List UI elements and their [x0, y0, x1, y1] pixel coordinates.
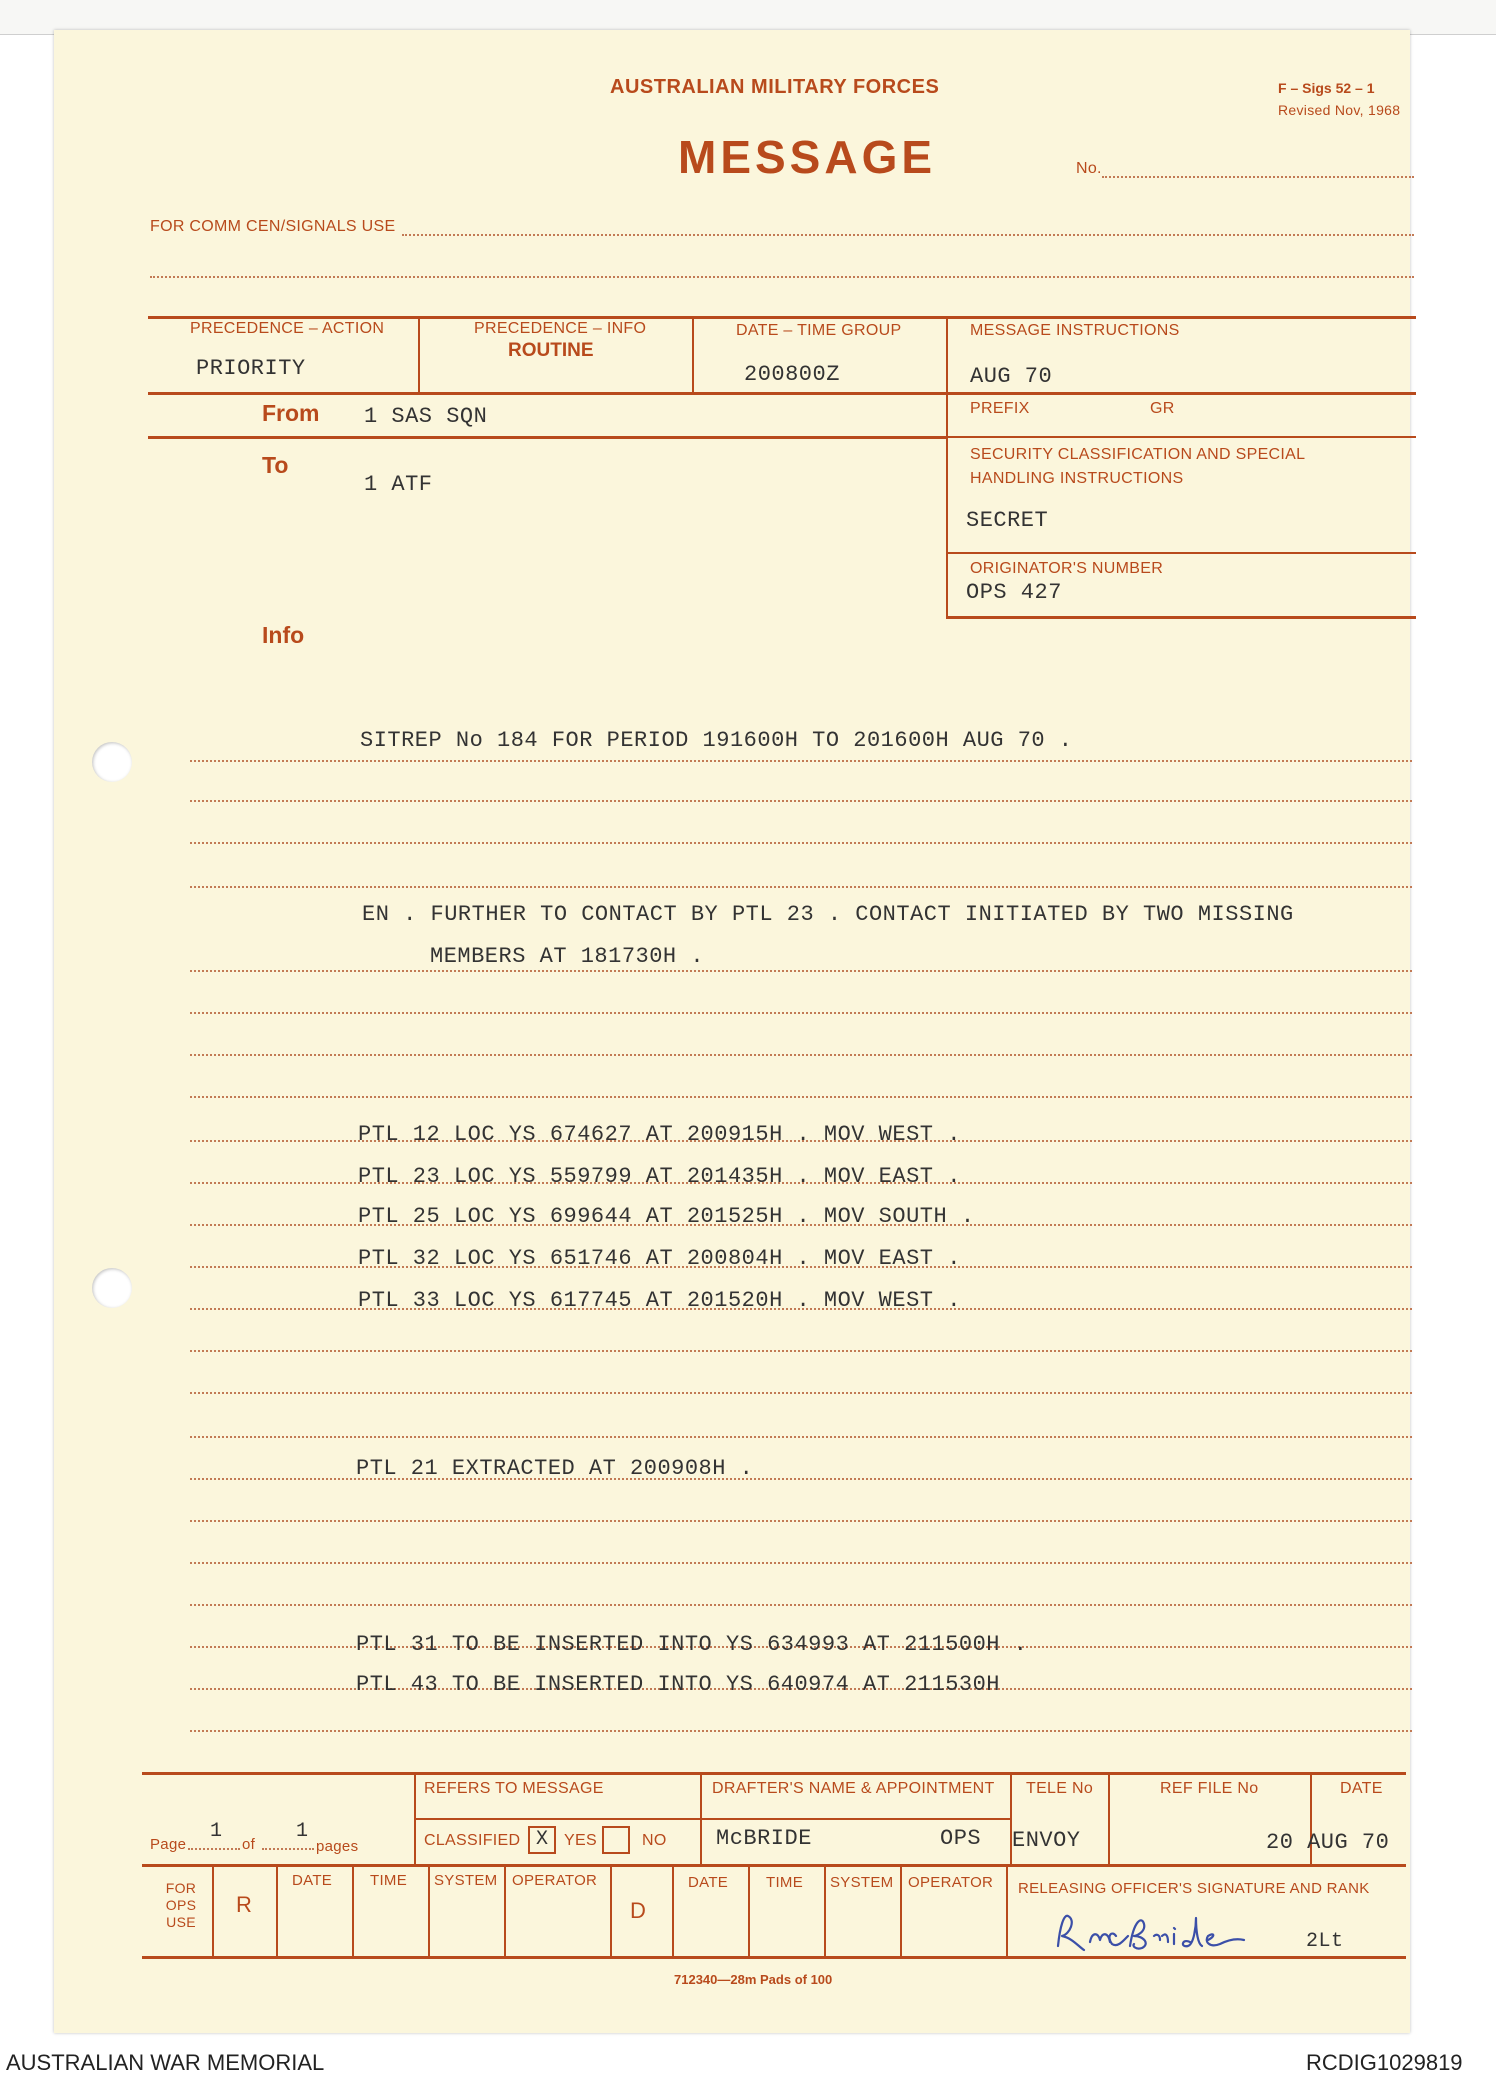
- prefix-label: PREFIX: [970, 400, 1030, 417]
- page-title: MESSAGE: [678, 131, 937, 183]
- grid-vline-3: [946, 316, 948, 618]
- originator-number-label: ORIGINATOR'S NUMBER: [970, 560, 1164, 577]
- punch-hole-bottom: [92, 1268, 132, 1308]
- message-line[interactable]: SITREP No 184 FOR PERIOD 191600H TO 201600H AUG 70 .: [360, 728, 1073, 753]
- officer-signature: [1050, 1906, 1250, 1962]
- col-date-2: DATE: [688, 1874, 729, 1891]
- print-line: 712340—28m Pads of 100: [674, 1972, 833, 1987]
- of-label: of: [242, 1836, 256, 1853]
- ops-vline-4: [428, 1864, 430, 1958]
- to-value[interactable]: 1 ATF: [364, 472, 433, 497]
- msg-instr-value[interactable]: AUG 70: [970, 364, 1053, 389]
- ruled-line: [190, 1012, 1412, 1014]
- col-system-1: SYSTEM: [434, 1872, 498, 1889]
- ruled-line: [190, 1520, 1412, 1522]
- officer-rank[interactable]: 2Lt: [1306, 1930, 1344, 1953]
- classified-yes-checkbox[interactable]: [528, 1826, 556, 1854]
- gr-label: GR: [1150, 400, 1175, 417]
- message-line[interactable]: PTL 21 EXTRACTED AT 200908H .: [356, 1456, 754, 1481]
- ruled-line: [190, 842, 1412, 844]
- precedence-action-value[interactable]: PRIORITY: [196, 356, 306, 381]
- punch-hole-top: [92, 742, 132, 782]
- tele-value[interactable]: ENVOY: [1012, 1828, 1081, 1853]
- drafter-name[interactable]: McBRIDE: [716, 1826, 812, 1851]
- pages-label: pages: [316, 1838, 359, 1855]
- comm-cen-field-2[interactable]: [150, 276, 1414, 278]
- yes-label: YES: [564, 1832, 597, 1849]
- comm-cen-field[interactable]: [402, 234, 1414, 236]
- security-label-2: HANDLING INSTRUCTIONS: [970, 470, 1184, 487]
- message-line[interactable]: PTL 25 LOC YS 699644 AT 201525H . MOV SOUTH .: [358, 1204, 975, 1229]
- grid-rule-right-1: [946, 436, 1416, 438]
- grid-top-rule: [148, 316, 1416, 319]
- comm-cen-label: FOR COMM CEN/SIGNALS USE: [150, 218, 396, 235]
- message-line[interactable]: PTL 31 TO BE INSERTED INTO YS 634993 AT 211500H .: [356, 1632, 1028, 1657]
- yes-mark: X: [528, 1826, 556, 1854]
- ops-vline-2: [276, 1864, 278, 1958]
- ops-vline-1: [212, 1864, 214, 1958]
- col-time-1: TIME: [370, 1872, 408, 1889]
- ruled-line: [190, 800, 1412, 802]
- ref-file-label: REF FILE No: [1160, 1780, 1259, 1797]
- footer-vline-1: [414, 1772, 416, 1866]
- ruled-line: [190, 1054, 1412, 1056]
- security-value[interactable]: SECRET: [966, 508, 1049, 533]
- classified-label: CLASSIFIED: [424, 1832, 521, 1849]
- grid-rule-right-2: [946, 552, 1416, 554]
- ops-vline-9: [824, 1864, 826, 1958]
- for-ops-use-label: [156, 1880, 206, 1931]
- no-label: No.: [1076, 160, 1102, 177]
- ruled-line: [190, 1730, 1412, 1732]
- col-system-2: SYSTEM: [830, 1874, 894, 1891]
- ruled-line: [190, 1096, 1412, 1098]
- ruled-line: [190, 1350, 1412, 1352]
- ruled-line: [190, 1562, 1412, 1564]
- refers-label: REFERS TO MESSAGE: [424, 1780, 604, 1797]
- msg-instr-label: MESSAGE INSTRUCTIONS: [970, 322, 1180, 339]
- originator-number-value[interactable]: OPS 427: [966, 580, 1062, 605]
- message-line[interactable]: PTL 33 LOC YS 617745 AT 201520H . MOV WEST .: [358, 1288, 961, 1313]
- for-ops-use-text: FOR OPS USE: [165, 1880, 197, 1930]
- archive-id: RCDIG1029819: [1306, 2050, 1463, 2075]
- ops-vline-8: [748, 1864, 750, 1958]
- date-value[interactable]: 20 AUG 70: [1266, 1830, 1390, 1855]
- col-operator-1: OPERATOR: [512, 1872, 598, 1889]
- page-total[interactable]: 1: [296, 1820, 309, 1843]
- footer-row-rule: [142, 1864, 1406, 1867]
- grid-vline-2: [692, 316, 694, 394]
- message-line[interactable]: PTL 32 LOC YS 651746 AT 200804H . MOV EAST .: [358, 1246, 961, 1271]
- security-label-1: SECURITY CLASSIFICATION AND SPECIAL: [970, 446, 1306, 463]
- message-line[interactable]: PTL 12 LOC YS 674627 AT 200915H . MOV WEST .: [358, 1122, 961, 1147]
- precedence-info-value: ROUTINE: [508, 340, 594, 361]
- classified-no-checkbox[interactable]: [602, 1826, 630, 1854]
- drafter-label: DRAFTER'S NAME & APPOINTMENT: [712, 1780, 995, 1797]
- no-box: [602, 1826, 630, 1854]
- ops-vline-5: [504, 1864, 506, 1958]
- r-mark: R: [236, 1892, 253, 1917]
- page-label: Page: [150, 1836, 187, 1853]
- col-time-2: TIME: [766, 1874, 804, 1891]
- dtg-label: DATE – TIME GROUP: [736, 322, 902, 339]
- ops-vline-11: [1006, 1864, 1008, 1958]
- footer-mid-rule: [414, 1818, 1010, 1820]
- ops-vline-7: [672, 1864, 674, 1958]
- tele-label: TELE No: [1026, 1780, 1094, 1797]
- message-line[interactable]: MEMBERS AT 181730H .: [430, 944, 705, 969]
- ops-vline-10: [900, 1864, 902, 1958]
- page-number[interactable]: 1: [210, 1820, 223, 1843]
- grid-rule-2: [148, 392, 1416, 395]
- ruled-line: [190, 1392, 1412, 1394]
- page-total-line: [262, 1848, 314, 1850]
- drafter-appointment[interactable]: OPS: [940, 1826, 982, 1851]
- date-label: DATE: [1340, 1780, 1383, 1797]
- grid-vline-1: [418, 316, 420, 394]
- form-revised: Revised Nov, 1968: [1278, 102, 1401, 118]
- ruled-line: [190, 970, 1412, 972]
- message-line[interactable]: EN . FURTHER TO CONTACT BY PTL 23 . CONTACT INITIATED BY TWO MISSING: [362, 902, 1294, 927]
- footer-vline-4: [1108, 1772, 1110, 1866]
- ruled-line: [190, 1436, 1412, 1438]
- message-line[interactable]: PTL 43 TO BE INSERTED INTO YS 640974 AT 211530H: [356, 1672, 1001, 1697]
- org-heading: AUSTRALIAN MILITARY FORCES: [610, 76, 940, 98]
- dtg-value[interactable]: 200800Z: [744, 362, 840, 387]
- message-line[interactable]: PTL 23 LOC YS 559799 AT 201435H . MOV EAST .: [358, 1164, 961, 1189]
- footer-top-rule: [142, 1772, 1406, 1775]
- ruled-line: [190, 760, 1412, 762]
- no-checkbox-label: NO: [642, 1832, 667, 1849]
- precedence-info-label: PRECEDENCE – INFO: [474, 320, 647, 337]
- page-number-line: [188, 1848, 240, 1850]
- to-label: To: [262, 452, 289, 478]
- precedence-action-label: PRECEDENCE – ACTION: [190, 320, 385, 337]
- releasing-officer-label: RELEASING OFFICER'S SIGNATURE AND RANK: [1018, 1880, 1370, 1897]
- form-id: F – Sigs 52 – 1: [1278, 80, 1375, 96]
- col-date-1: DATE: [292, 1872, 333, 1889]
- ruled-line: [190, 1604, 1412, 1606]
- info-label: Info: [262, 622, 305, 648]
- ops-vline-3: [352, 1864, 354, 1958]
- no-field[interactable]: [1102, 176, 1414, 178]
- d-mark: D: [630, 1898, 647, 1923]
- footer-vline-2: [700, 1772, 702, 1866]
- ruled-line: [190, 886, 1412, 888]
- from-value[interactable]: 1 SAS SQN: [364, 404, 488, 429]
- grid-rule-3: [148, 436, 948, 439]
- archive-credit: AUSTRALIAN WAR MEMORIAL: [6, 2050, 325, 2075]
- col-operator-2: OPERATOR: [908, 1874, 994, 1891]
- ops-vline-6: [610, 1864, 612, 1958]
- grid-rule-right-3: [946, 616, 1416, 619]
- from-label: From: [262, 400, 320, 426]
